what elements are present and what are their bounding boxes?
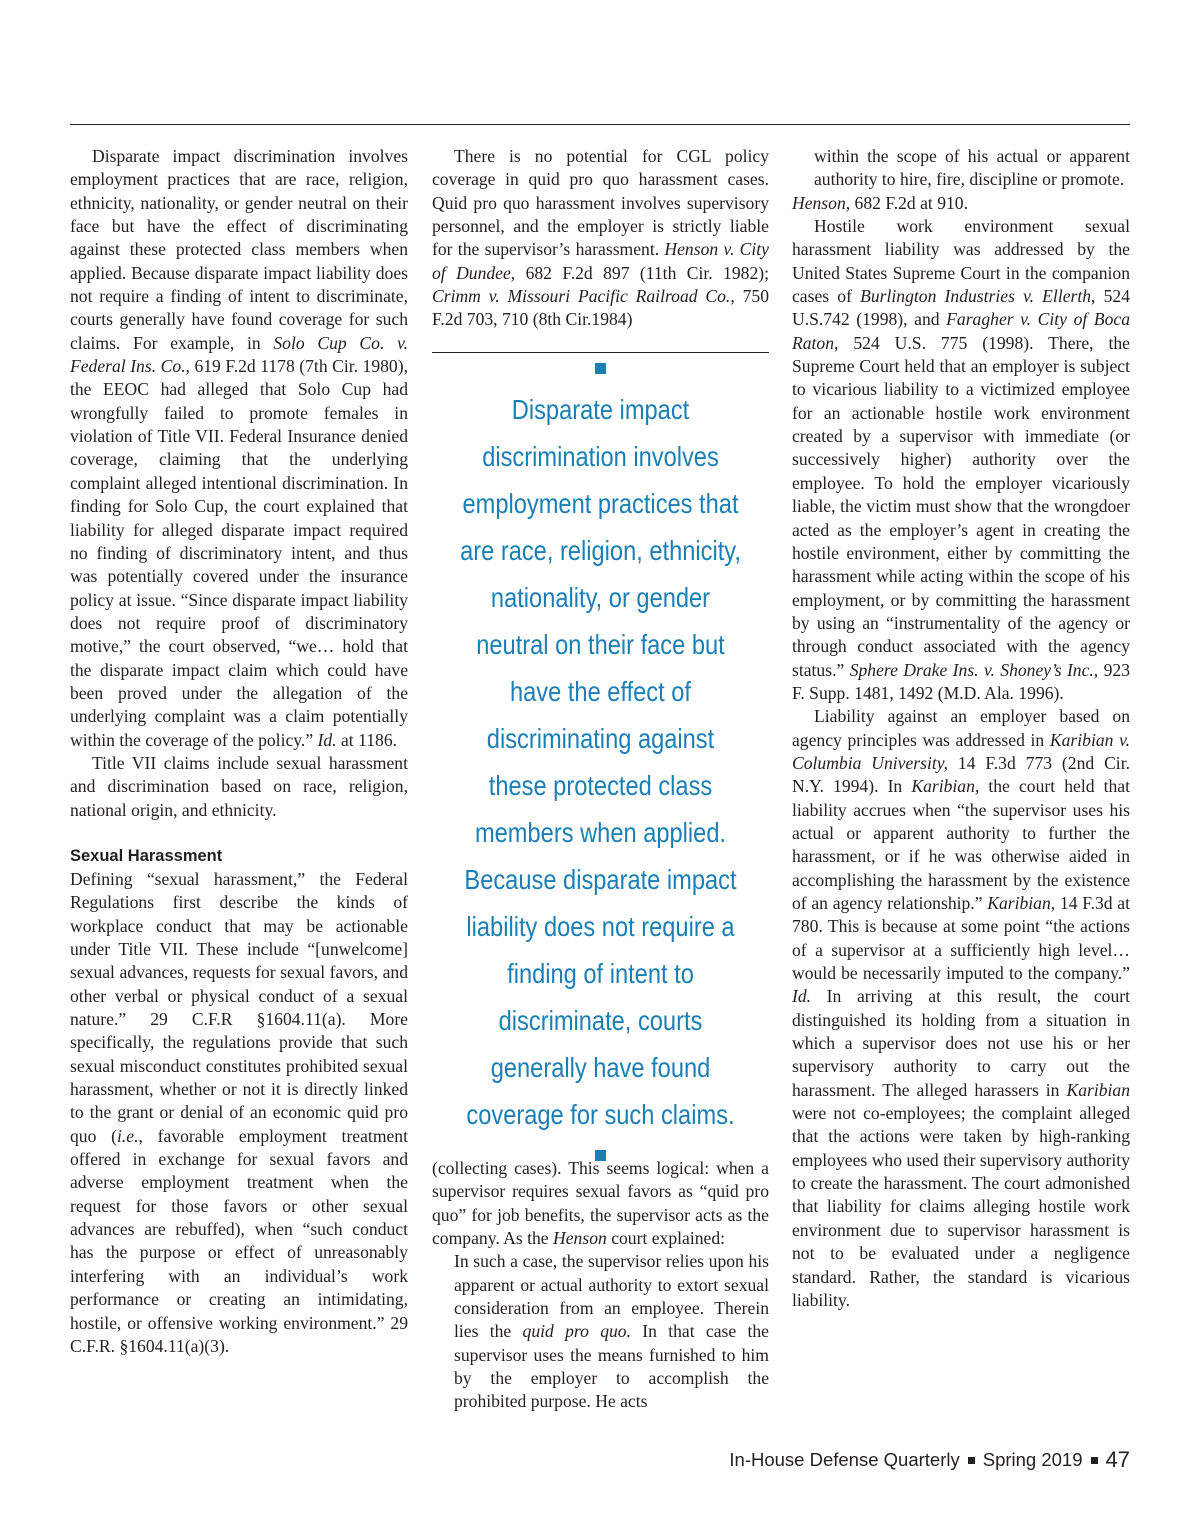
square-bullet-icon: [968, 1457, 975, 1464]
issue-date: Spring 2019: [982, 1449, 1083, 1470]
pull-quote: [432, 352, 769, 1161]
paragraph: Defining “sexual harassment,” the Federal Regulations first describe the kinds of workplace conduct that may be actionable under Title VII. These include “[unwelcome] sexual advances, requests for sexual favors, and other verbal or physical conduct of a sexual nature.” 29 C.F.R §1604.11(a). More specifically, the regulations provide that such sexual misconduct constitutes prohibited sexual harassment, whether or not it is directly linked to the grant or denial of an economic quid pro quo (i.e., favorable employment treatment offered in exchange for sexual favors and adverse employment treatment when the request for those favors or other sexual advances are rebuffed), when “such conduct has the purpose or effect of unreasonably interfering with an individual’s work performance or creating an intimidating, hostile, or offensive working environment.” 29 C.F.R. §1604.11(a)(3).: [70, 868, 408, 1356]
paragraph: (collecting cases). This seems logical: when a supervisor requires sexual favors as “quid pro quo” for job benefits, the supervisor acts as the company. As the Henson court explained:: [432, 1158, 769, 1249]
column-2-continued: [432, 1157, 769, 1414]
column-1: [70, 145, 408, 1358]
paragraph: There is no potential for CGL policy coverage in quid pro quo harassment cases. Quid pro quo harassment involves supervisory personnel, and the employer is strictly liable for the supervisor’s harassment. Henson v. City of Dundee, 682 F.2d 897 (11th Cir. 1982); Crimm v. Missouri Pacific Railroad Co., 750 F.2d 703, 710 (8th Cir.1984): [432, 146, 769, 330]
column-3: [792, 145, 1130, 1312]
square-bullet-icon: [595, 363, 606, 374]
paragraph: Title VII claims include sexual harassment and discrimination based on race, religion, national origin, and ethnicity.: [70, 752, 408, 820]
section-heading: Sexual Harassment: [70, 846, 223, 865]
page-footer: [729, 1447, 1130, 1473]
block-quote-continued: within the scope of his actual or apparent authority to hire, fire, discipline or promote.: [814, 146, 1130, 190]
pull-quote-text: Disparate impact discrimination involves employment practices that are race, religion, ethnicity, nationality, or gender neutral on their face but have the effect of discriminating against these protected class members when applied. Because disparate impact liability does not require a finding of intent to discriminate, courts generally have found coverage for such claims.: [460, 394, 741, 1130]
block-quote: In such a case, the supervisor relies upon his apparent or actual authority to extort sexual consideration from an employee. Therein lies the quid pro quo. In that case the supervisor uses the means furnished to him by the employer to accomplish the prohibited purpose. He acts: [454, 1251, 769, 1412]
page-number: 47: [1105, 1447, 1130, 1472]
column-2: [432, 145, 769, 332]
publication-name: In-House Defense Quarterly: [729, 1449, 960, 1470]
paragraph: Hostile work environment sexual harassment liability was addressed by the United States Supreme Court in the companion cases of Burlington Industries v. Ellerth, 524 U.S.742 (1998), and Faragher v. City of Boca Raton, 524 U.S. 775 (1998). There, the Supreme Court held that an employer is subject to vicarious liability to a victimized employee for an actionable hostile work environment created by a supervisor with immediate (or successively higher) authority over the employee. To hold the employer vicariously liable, the victim must show that the wrongdoer acted as the employer’s agent in creating the hostile environment, either by committing the harassment while acting within the scope of his employment, or by committing the harassment by using an “instrumentality of the agency or through conduct associated with the agency status.” Sphere Drake Ins. v. Shoney’s Inc., 923 F. Supp. 1481, 1492 (M.D. Ala. 1996).: [792, 216, 1131, 703]
paragraph: Disparate impact discrimination involves employment practices that are race, religion, ethnicity, nationality, or gender neutral on their face but have the effect of discriminating against these protected class members when applied. Because disparate impact liability does not require a finding of intent to discriminate, courts generally have found coverage for such claims. For example, in Solo Cup Co. v. Federal Ins. Co., 619 F.2d 1178 (7th Cir. 1980), the EEOC had alleged that Solo Cup had wrongfully failed to promote females in violation of Title VII. Federal Insurance denied coverage, claiming that the underlying complaint alleged intentional discrimination. In finding for Solo Cup, the court explained that liability for alleged disparate impact required no finding of discriminatory intent, and thus was potentially covered under the insurance policy at issue. “Since disparate impact liability does not require proof of discriminatory motive,” the court observed, “we… hold that the disparate impact claim which could have been proved under the allegation of the underlying complaint was a claim potentially within the coverage of the policy.” Id. at 1186.: [70, 146, 408, 750]
top-rule: [70, 124, 1130, 125]
paragraph: Liability against an employer based on agency principles was addressed in Karibian v. Columbia University, 14 F.3d 773 (2nd Cir. N.Y. 1994). In Karibian, the court held that liability accrues when “the supervisor uses his actual or apparent authority to further the harassment, or if he was otherwise aided in accomplishing the harassment by the existence of an agency relationship.” Karibian, 14 F.3d at 780. This is because at some point “the actions of a supervisor at a sufficiently high level… would be necessarily imputed to the company.” Id. In arriving at this result, the court distinguished its holding from a situation in which a supervisor does not use his or her supervisory authority to carry out the harassment. The alleged harassers in Karibian were not co-employees; the complaint alleged that the actions were taken by high-ranking employees who used their supervisory authority to create the harassment. The court admonished that liability for claims alleging hostile work environment due to supervisor harassment is not to be evaluated under a negligence standard. Rather, the standard is vicarious liability.: [792, 706, 1130, 1310]
pull-quote-rule: [432, 352, 769, 353]
square-bullet-icon: [1091, 1457, 1098, 1464]
citation: Henson, 682 F.2d at 910.: [792, 192, 968, 213]
